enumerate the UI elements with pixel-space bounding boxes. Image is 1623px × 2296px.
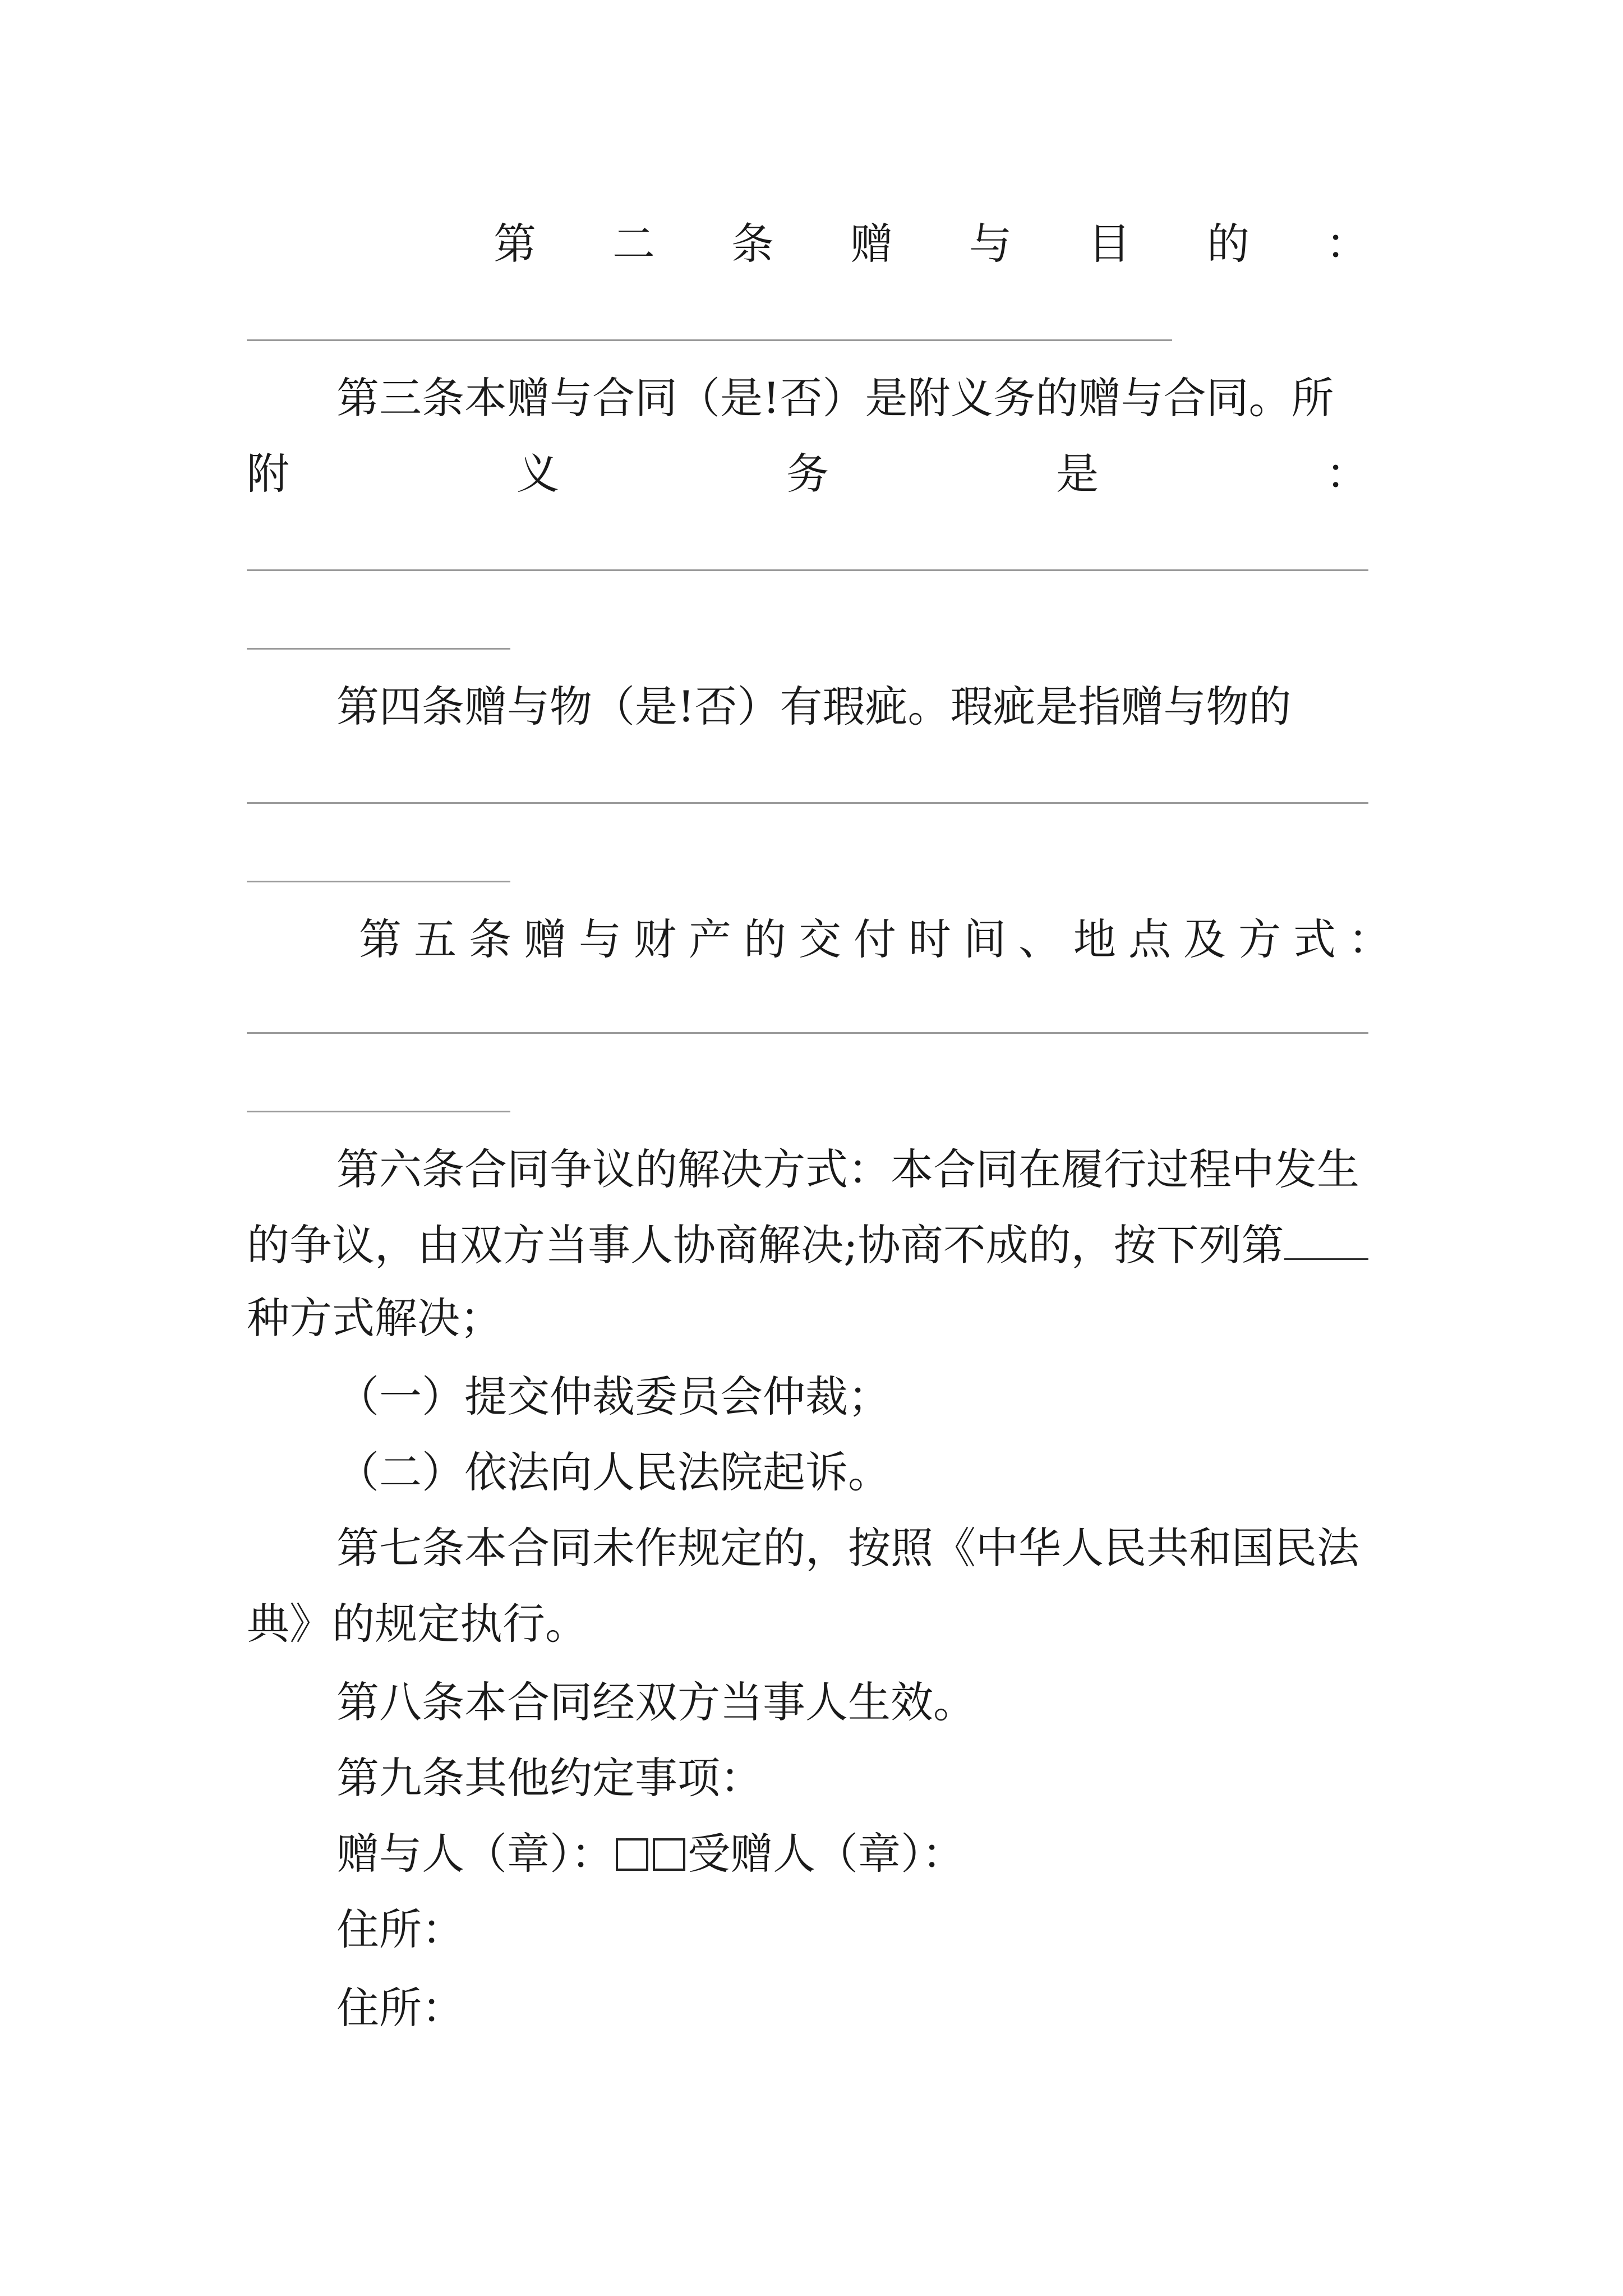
donor-seal-label: 赠与人（章）： xyxy=(336,1829,614,1879)
article-2-char: 目 xyxy=(1088,219,1131,269)
article-5-fill-line-1 xyxy=(247,1032,1368,1034)
article-5-line-1: 第五条赠与财产的交付时间、地点及方式： xyxy=(359,914,1403,964)
article-5-fill-line-2 xyxy=(247,1111,510,1112)
article-8-line-1: 第八条本合同经双方当事人生效。 xyxy=(336,1677,976,1727)
article-2-char: 的 xyxy=(1207,219,1249,269)
article-2-heading xyxy=(494,216,1368,272)
article-6-line-3: 种方式解决； xyxy=(247,1293,502,1343)
article-3-char: ： xyxy=(1326,449,1368,499)
article-4-fill-line-2 xyxy=(247,881,510,882)
article-2-char: 二 xyxy=(612,219,655,269)
article-2-char: 赠 xyxy=(850,219,893,269)
article-3-fill-line-2 xyxy=(247,648,510,650)
donor-address-label: 住所： xyxy=(336,1904,464,1954)
article-6-line-1: 第六条合同争议的解决方式：本合同在履行过程中发生 xyxy=(336,1144,1359,1194)
article-6-line-2-text: 的争议，由双方当事人协商解决;协商不成的，按下列第 xyxy=(247,1220,1284,1270)
article-2-char: 第 xyxy=(494,219,536,269)
article-7-line-2: 典》的规定执行。 xyxy=(247,1599,588,1649)
donee-seal-label: 受赠人（章）： xyxy=(688,1829,965,1879)
article-3-line-1: 第三条本赠与合同（是!否）是附义务的赠与合同。所 xyxy=(336,373,1334,423)
article-3-char: 义 xyxy=(517,449,559,499)
placeholder-box xyxy=(653,1838,685,1871)
article-3-line-2 xyxy=(247,446,1368,502)
article-2-char: 条 xyxy=(731,219,774,269)
article-3-char: 务 xyxy=(786,449,829,499)
article-2-char: ： xyxy=(1326,219,1368,269)
article-4-fill-line-1 xyxy=(247,802,1368,804)
donee-address-label: 住所： xyxy=(336,1983,464,2033)
article-9-line-1: 第九条其他约定事项： xyxy=(336,1753,763,1803)
article-6-option-1: （一）提交仲裁委员会仲裁； xyxy=(336,1372,891,1421)
article-4-line-1: 第四条赠与物（是!否）有瑕疵。瑕疵是指赠与物的 xyxy=(336,682,1292,731)
article-6-line-2 xyxy=(247,1217,1391,1273)
article-7-line-1: 第七条本合同未作规定的，按照《中华人民共和国民法 xyxy=(336,1523,1359,1573)
article-3-char: 附 xyxy=(247,449,289,499)
placeholder-box xyxy=(616,1838,648,1871)
article-2-char: 与 xyxy=(969,219,1012,269)
article-3-fill-line-1 xyxy=(247,569,1368,571)
article-6-choice-blank xyxy=(1284,1225,1368,1260)
signature-line xyxy=(336,1826,1391,1882)
article-3-char: 是 xyxy=(1056,449,1099,499)
article-2-fill-line xyxy=(247,339,1172,341)
article-6-option-2: （二）依法向人民法院起诉。 xyxy=(336,1447,891,1497)
